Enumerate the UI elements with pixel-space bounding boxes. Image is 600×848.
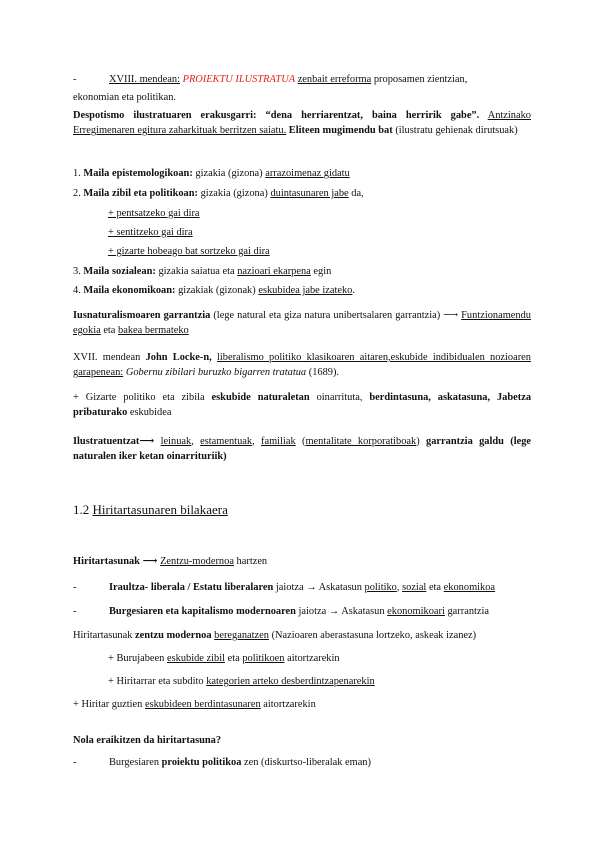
paragraph-despotism: Despotismo ilustratuaren erakusgarri: “dena herriarentzat, baina herririk gabe”. Antzinako Erregimenaren egitura zaharkituak berritzen saiatu. Eliteen mugimendu bat (ilustratu gehienak dirutsuak): [73, 110, 531, 137]
paragraph-ilustratuentzat: Ilustratuentzat⟶ leinuak, estamentuak, familiak (mentalitate korporatiboak) garrantzia galdu (lege naturalen iker ketan oinarrituriik): [73, 436, 532, 463]
section-heading: 1.2 Hiritartasunaren bilakaera: [73, 502, 228, 517]
list-item-3: 3. Maila sozialean: gizakia saiatua eta nazioari ekarpena egin: [73, 266, 332, 277]
paragraph-xviii-cont: ekonomian eta politikan.: [73, 92, 177, 103]
century-text: XVIII. mendean:: [109, 74, 180, 85]
list-item-4: 4. Maila ekonomikoan: gizakiak (gizonak) eskubidea jabe izateko.: [73, 285, 355, 296]
paragraph-modern-sense: Hiritartasunak ⟶ Zentzu-modernoa hartzen: [73, 556, 268, 567]
list-item-2: 2. Maila zibil eta politikoan: gizakia (gizona) duintasunaren jabe da,: [73, 188, 364, 199]
paragraph-locke: XVII. mendean John Locke-n, liberalismo politiko klasikoaren aitaren,eskubide indibidualen nozioaren garapenean: Gobernu zibilari buruzko bigarren tratatua (1689).: [73, 352, 531, 379]
list-item-1: 1. Maila epistemologikoan: gizakia (gizona) arrazoimenaz gidatu: [73, 168, 350, 179]
paragraph-iusnaturalism: Iusnaturalismoaren garrantzia (lege natural eta giza natura unibertsalaren garrantzia) ⟶ Funtzionamendu egokia eta bakea bermateko: [73, 310, 531, 337]
paragraph-all-citizens: + Hiritar guztien eskubideen berdintasunaren aitortzarekin: [73, 699, 316, 710]
question-heading: Nola eraikitzen da hiritartasuna?: [73, 735, 222, 746]
sub-item-subdito: + Hiritarrar eta subdito kategorien arteko desberdintzapenarekin: [108, 676, 375, 687]
paragraph-rights: + Gizarte politiko eta zibila eskubide naturaletan oinarrituta, berdintasuna, askatasuna, Jabetza pribaturako eskubidea: [73, 392, 532, 419]
sub-item-burujabeen: + Burujabeen eskubide zibil eta politikoen aitortzarekin: [108, 653, 340, 664]
paragraph-citizenship: Hiritartasunak zentzu modernoa bereganatzen (Nazioaren aberastasuna lortzeko, askeak izanez): [73, 630, 477, 641]
sub-item-1: + pentsatzeko gai dira: [108, 208, 200, 219]
document-page: - XVIII. mendean: PROIEKTU ILUSTRATUA zenbait erreforma proposamen zientzian, ekonomian eta politikan. Despotismo ilustratuaren erakusgarri: “dena herriarentzat, baina herririk gabe”. Antzinako Erregimenaren egitura zaharkituak berritzen saiatu. Eliteen mugimendu bat (ilustratu gehienak dirutsuak) 1. Maila epistemologikoan: gizakia (gizona) arrazoimenaz gidatu 2. Maila zibil eta politikoan: gizakia (gizona) duintasunaren jabe da, + pentsatzeko gai dira + sentitzeko gai dira + gizarte hobeago bat sortzeko gai dira 3. Maila sozialean: gizakia saiatua eta nazioari ekarpena egin 4. Maila ekonomikoan: gizakiak (gizonak) eskubidea jabe izateko. Iusnaturalismoaren garrantzia (lege natural eta giza natura unibertsalaren garrantzia) ⟶ Funtzionamendu egokia eta bakea bermateko XVII. mendean John Locke-n, liberalismo politiko klasikoaren aitaren,eskubide indibidualen nozioaren garapenean: Gobernu zibilari buruzko bigarren tratatua (1689). + Gizarte politiko eta zibila eskubide naturaletan oinarrituta, berdintasuna, askatasuna, Jabetza pribaturako eskubidea Ilustratuentzat⟶ leinuak, estamentuak, familiak (mentalitate korporatiboak) garrantzia galdu (lege naturalen iker ketan oinarrituriik) 1.2 Hiritartasunaren bilakaera Hiritartasunak ⟶ Zentzu-modernoa hartzen - Iraultza- liberala / Estatu liberalaren jaiotza → Askatasun politiko, sozial eta ekonomikoa - Burgesiaren eta kapitalismo modernoaren jaiotza → Askatasun ekonomikoari garrantzia Hiritartasunak zentzu modernoa bereganatzen (Nazioaren aberastasuna lortzeko, askeak izanez) + Burujabeen eskubide zibil eta politikoen aitortzarekin + Hiritarrar eta subdito kategorien arteko desberdintzapenarekin + Hiritar guztien eskubideen berdintasunaren aitortzarekin Nola eraikitzen da hiritartasuna? - Burgesiaren proiektu politikoa zen (diskurtso-liberalak eman): [73, 74, 532, 768]
highlight-red-text: PROIEKTU ILUSTRATUA: [182, 74, 296, 85]
sub-item-3: + gizarte hobeago bat sortzeko gai dira: [108, 246, 270, 257]
sub-item-2: + sentitzeko gai dira: [108, 227, 193, 238]
